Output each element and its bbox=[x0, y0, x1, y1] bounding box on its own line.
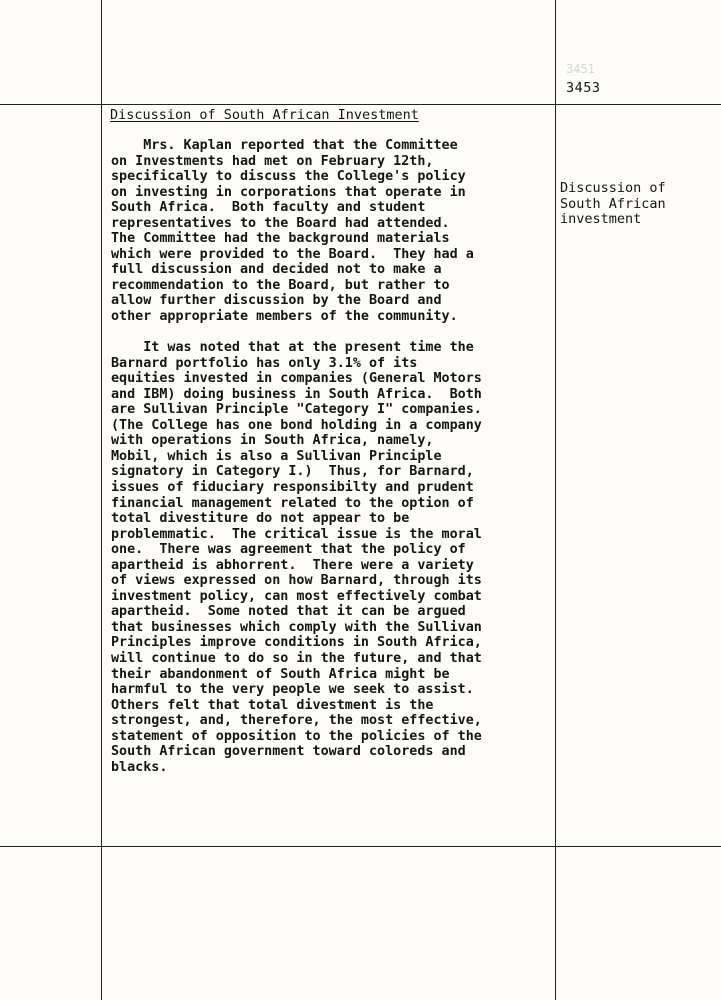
ghost-page-number: 3451 bbox=[566, 62, 595, 76]
page-number: 3453 bbox=[566, 80, 601, 96]
margin-note: Discussion of South African investment bbox=[560, 180, 666, 228]
paragraph-portfolio-discussion: It was noted that at the present time the Barnard portfolio has only 3.1% of its equities invested in companies (General Motors and IBM) doing business in South Africa. Both are Sullivan Principle "Category I" companies. (The College has one bond holding in a company with operations in South Africa, namely, Mobil, which is also a Sullivan Principle signatory in Category I.) Thus, for Barnard, issues of fiduciary responsibilty and prudent financial management related to the option of total divestiture do not appear to be problemmatic. The critical issue is the moral one. There was agreement that the policy of apartheid is abhorrent. There were a variety of views expressed on how Barnard, through its investment policy, can most effectively combat apartheid. Some noted that it can be argued that businesses which comply with the Sullivan Principles improve conditions in South Africa, will continue to do so in the future, and that their abandonment of South Africa might be harmful to the very people we seek to assist. Others felt that total divestment is the strongest, and, therefore, the most effective, statement of opposition to the policies of the South African government toward coloreds and blacks. bbox=[111, 340, 482, 775]
left-column-rule bbox=[101, 0, 102, 1000]
minutes-body bbox=[111, 138, 551, 775]
section-heading: Discussion of South African Investment bbox=[110, 107, 419, 123]
footer-rule bbox=[0, 846, 721, 847]
header-rule bbox=[0, 104, 721, 105]
right-column-rule bbox=[555, 0, 556, 1000]
paragraph-committee-report: Mrs. Kaplan reported that the Committee on Investments had met on February 12th, specifically to discuss the College's policy on investing in corporations that operate in South Africa. Both faculty and student representatives to the Board had attended. The Committee had the background materials which were provided to the Board. They had a full discussion and decided not to make a recommendation to the Board, but rather to allow further discussion by the Board and other appropriate members of the community. bbox=[111, 138, 474, 325]
